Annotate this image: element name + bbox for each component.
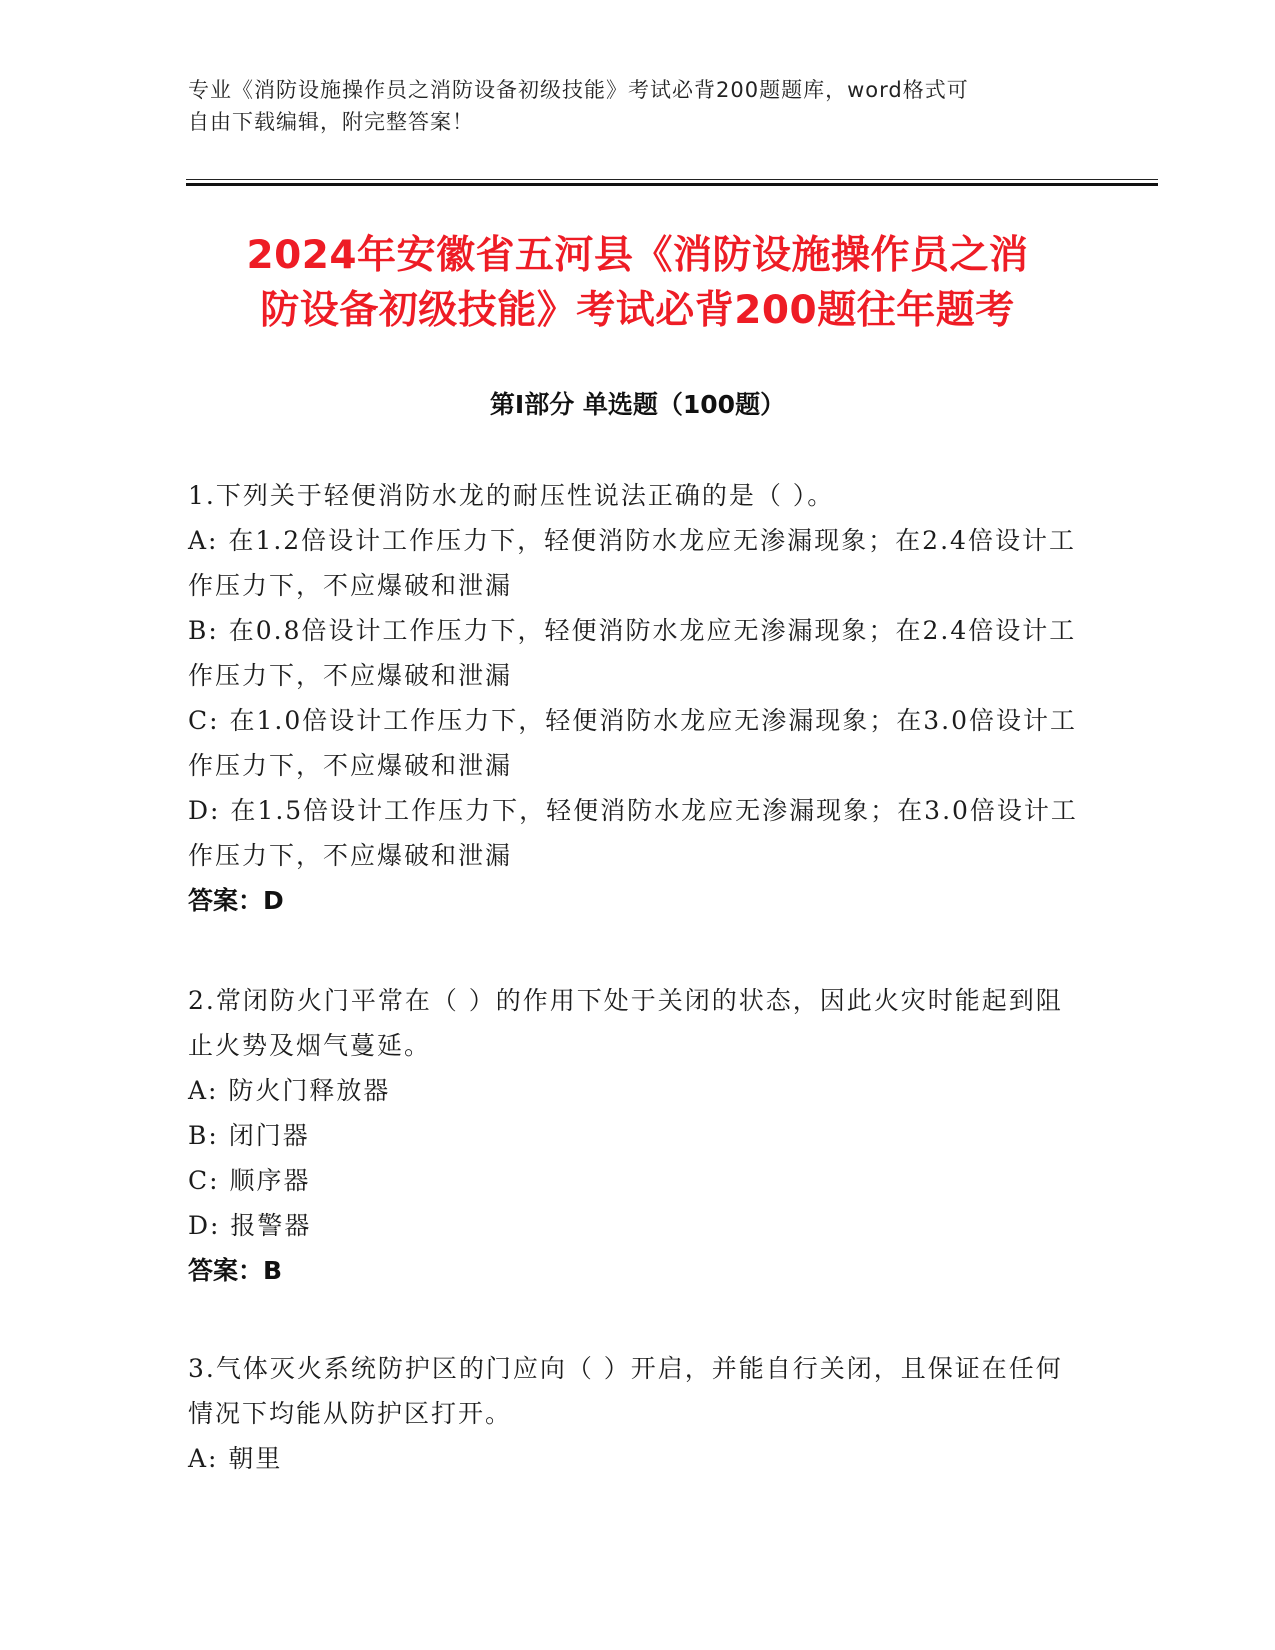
question-1-option-d: D: 在1.5倍设计工作压力下，轻便消防水龙应无渗漏现象；在3.0倍设计工作压力下，不应爆破和泄漏 [188, 796, 1078, 870]
header-note [188, 74, 1068, 138]
question-2-answer: 答案：B [188, 1256, 283, 1285]
document-title [150, 228, 1125, 338]
question-2-option-a: A: 防火门释放器 [188, 1076, 391, 1105]
section-heading: 第Ⅰ部分 单选题（100题） [489, 390, 786, 419]
document-title-line-2: 防设备初级技能》考试必背200题往年题考 [260, 288, 1015, 333]
question-1-option-b: B: 在0.8倍设计工作压力下，轻便消防水龙应无渗漏现象；在2.4倍设计工作压力下，不应爆破和泄漏 [188, 616, 1077, 690]
header-divider-thick [186, 183, 1158, 186]
question-3-option-a: A: 朝里 [188, 1444, 283, 1473]
question-1 [188, 473, 1083, 923]
header-divider-thin [186, 179, 1158, 180]
header-note-line-2: 自由下载编辑，附完整答案！ [188, 110, 474, 134]
question-3 [188, 1346, 1083, 1481]
question-1-stem: 1.下列关于轻便消防水龙的耐压性说法正确的是（ ）。 [188, 481, 835, 510]
question-3-stem: 3.气体灭火系统防护区的门应向（ ）开启，并能自行关闭，且保证在任何情况下均能从防护区打开。 [188, 1354, 1063, 1428]
question-2-option-c: C: 顺序器 [188, 1166, 311, 1195]
question-1-answer: 答案：D [188, 886, 284, 915]
question-2-stem: 2.常闭防火门平常在（ ）的作用下处于关闭的状态，因此火灾时能起到阻止火势及烟气蔓延。 [188, 986, 1063, 1060]
question-2-option-d: D: 报警器 [188, 1211, 312, 1240]
question-2-option-b: B: 闭门器 [188, 1121, 310, 1150]
question-1-option-a: A: 在1.2倍设计工作压力下，轻便消防水龙应无渗漏现象；在2.4倍设计工作压力下，不应爆破和泄漏 [188, 526, 1076, 600]
header-note-line-1: 专业《消防设施操作员之消防设备初级技能》考试必背200题题库，word格式可 [188, 78, 969, 102]
question-2 [188, 978, 1083, 1293]
question-1-option-c: C: 在1.0倍设计工作压力下，轻便消防水龙应无渗漏现象；在3.0倍设计工作压力下，不应爆破和泄漏 [188, 706, 1078, 780]
document-title-line-1: 2024年安徽省五河县《消防设施操作员之消 [246, 233, 1029, 278]
